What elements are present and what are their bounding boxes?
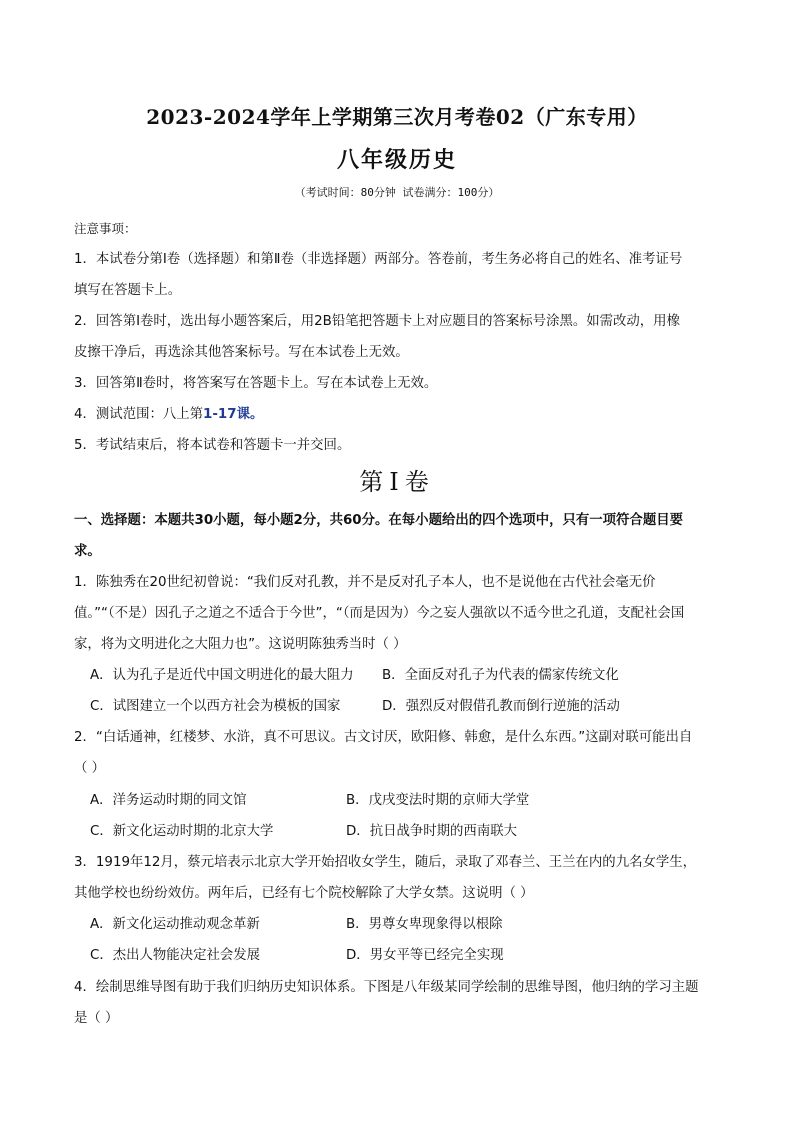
notice-item-4-prefix: 4．测试范围：八上第: [74, 407, 204, 422]
question-3-option-b: B．男尊女卑现象得以根除: [346, 917, 503, 932]
question-2-stem-cont: （ ）: [74, 761, 106, 776]
question-3-option-a: A．新文化运动推动观念革新: [90, 917, 260, 932]
notice-item-5: 5．考试结束后，将本试卷和答题卡一并交回。: [74, 438, 351, 453]
notice-item-2-cont: 皮擦干净后，再选涂其他答案标号。写在本试卷上无效。: [74, 345, 409, 360]
question-4-stem-cont: 是（ ）: [74, 1011, 119, 1026]
question-3-stem-cont: 其他学校也纷纷效仿。两年后，已经有七个院校解除了大学女禁。这说明（ ）: [74, 886, 534, 901]
question-1-stem-cont: 值。”“（不是）因孔子之道之不适合于今世”，“（而是因为）今之妄人强欲以不适今世之孔道，支配社会国: [74, 606, 685, 621]
question-2-option-c: C．新文化运动时期的北京大学: [90, 824, 274, 839]
volume-title: 第Ⅰ卷: [359, 468, 435, 496]
exam-subject: 八年级历史: [336, 147, 457, 173]
notice-item-1-cont: 填写在答题卡上。: [74, 283, 182, 298]
notice-item-4: [74, 403, 263, 422]
notice-item-3: 3．回答第Ⅱ卷时，将答案写在答题卡上。写在本试卷上无效。: [74, 376, 438, 391]
question-1-option-b: B．全面反对孔子为代表的儒家传统文化: [382, 668, 619, 683]
notice-heading: 注意事项：: [74, 221, 137, 236]
question-3-option-c: C．杰出人物能决定社会发展: [90, 948, 261, 963]
question-1-option-c: C．试图建立一个以西方社会为模板的国家: [90, 699, 341, 714]
question-2-option-b: B．戊戌变法时期的京师大学堂: [346, 793, 530, 808]
question-2-option-d: D．抗日战争时期的西南联大: [346, 824, 517, 839]
question-2-stem: 2．“白话通神，红楼梦、水浒，真不可思议。古文讨厌，欧阳修、韩愈，是什么东西。”这副对联可能出自: [74, 730, 693, 745]
question-3-stem: 3．1919年12月，蔡元培表示北京大学开始招收女学生，随后，录取了邓春兰、王兰在内的九名女学生，: [74, 855, 697, 870]
exam-meta: （考试时间：80分钟 试卷满分：100分）: [294, 186, 500, 199]
question-1-option-a: A．认为孔子是近代中国文明进化的最大阻力: [90, 668, 354, 683]
question-1-option-d: D．强烈反对假借孔教而倒行逆施的活动: [382, 699, 620, 714]
question-4-stem: 4．绘制思维导图有助于我们归纳历史知识体系。下图是八年级某同学绘制的思维导图，他归纳的学习主题: [74, 980, 699, 995]
question-3-option-d: D．男女平等已经完全实现: [346, 948, 504, 963]
question-1-stem: 1．陈独秀在20世纪初曾说：“我们反对孔教，并不是反对孔子本人，也不是说他在古代社会毫无价: [74, 575, 656, 590]
section-heading-cont: 求。: [74, 544, 101, 559]
test-range: 1-17: [203, 407, 237, 422]
question-1-stem-cont: 家，将为文明进化之大阻力也”。这说明陈独秀当时（ ）: [74, 637, 407, 652]
notice-item-4-suffix: 课。: [236, 407, 264, 422]
question-2-option-a: A．洋务运动时期的同文馆: [90, 793, 247, 808]
notice-item-1: 1．本试卷分第Ⅰ卷（选择题）和第Ⅱ卷（非选择题）两部分。答卷前，考生务必将自己的姓名、准考证号: [74, 252, 683, 267]
notice-item-2: 2．回答第Ⅰ卷时，选出每小题答案后，用2B铅笔把答题卡上对应题目的答案标号涂黑。如需改动，用橡: [74, 314, 680, 329]
exam-title: 2023-2024学年上学期第三次月考卷02（广东专用）: [146, 105, 648, 129]
section-heading: 一、选择题：本题共30小题，每小题2分，共60分。在每小题给出的四个选项中，只有一项符合题目要: [74, 513, 683, 528]
